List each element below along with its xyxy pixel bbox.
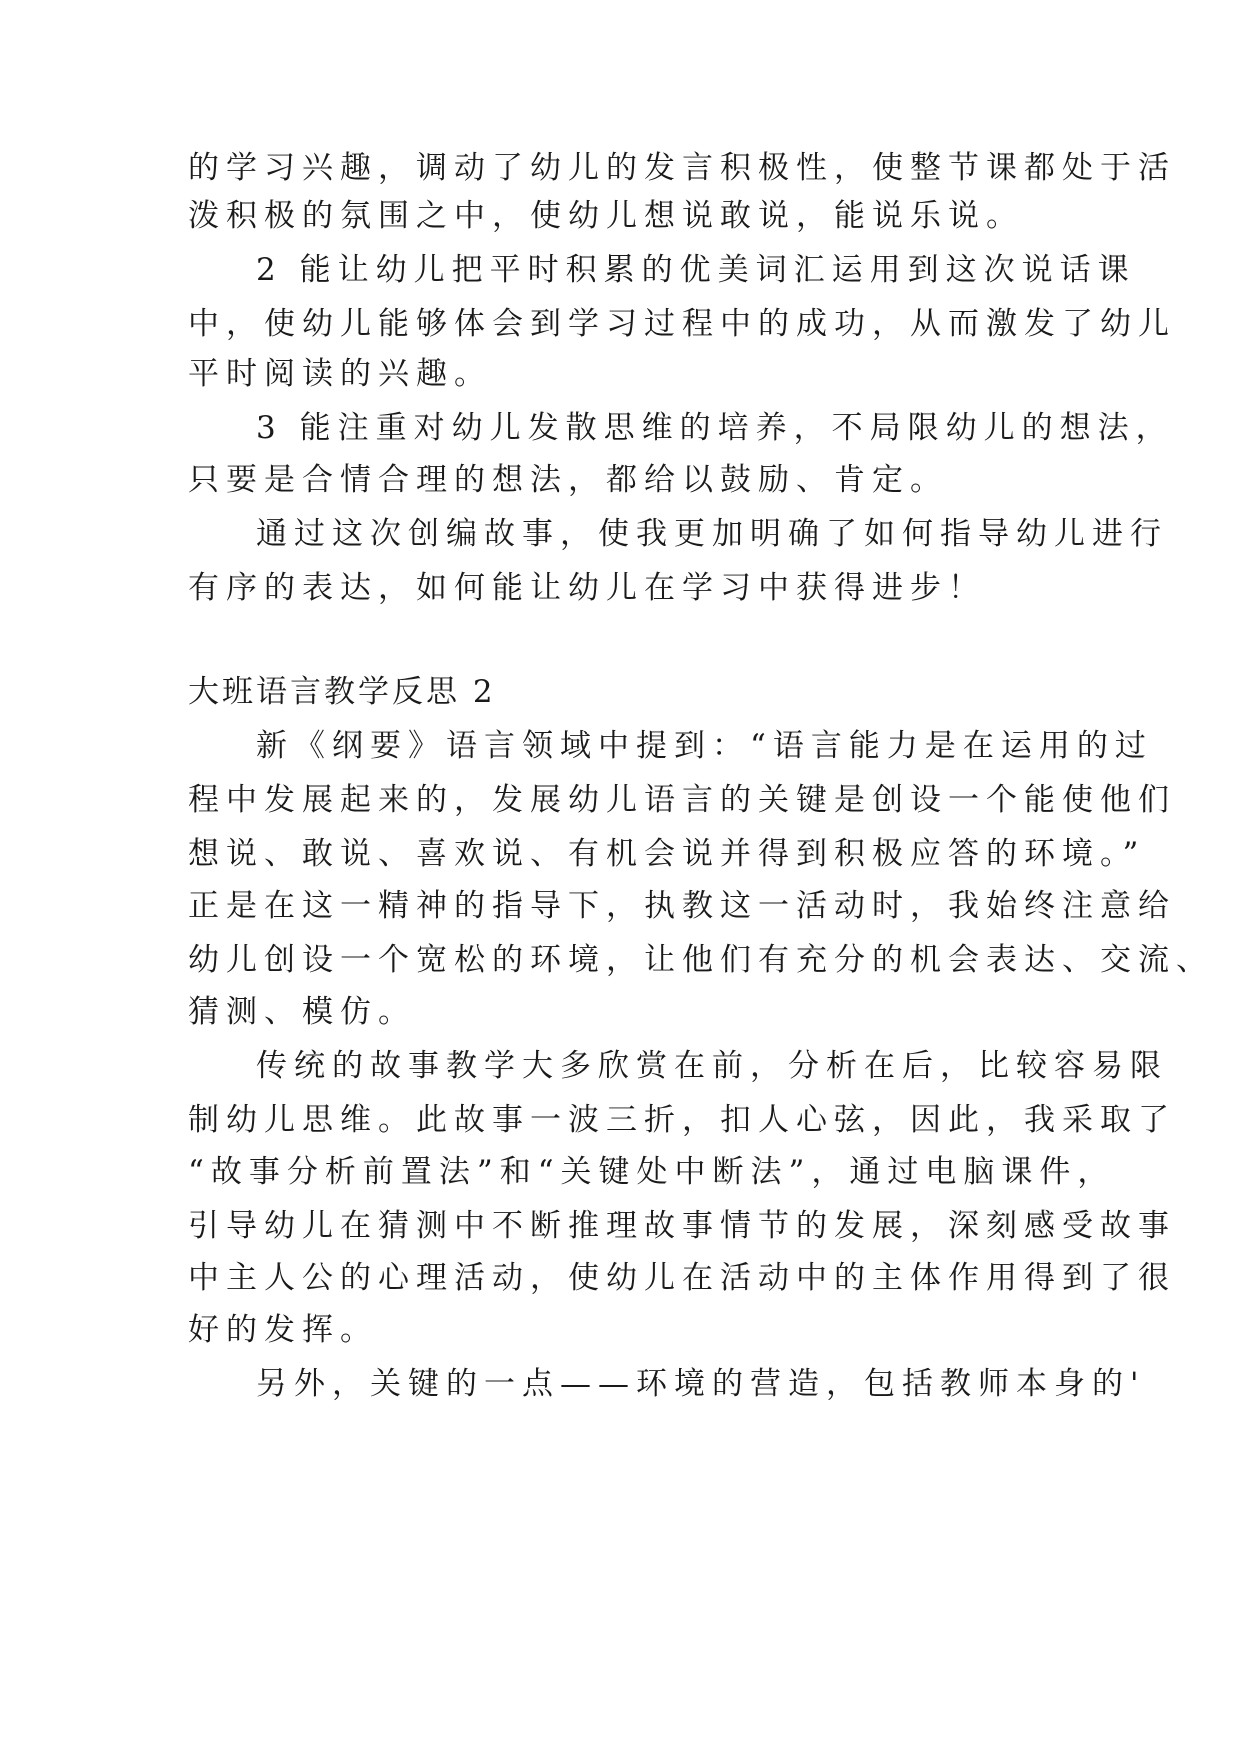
paragraph-line: 中，使幼儿能够体会到学习过程中的成功，从而激发了幼儿 bbox=[188, 306, 1176, 342]
paragraph-line: 平时阅读的兴趣。 bbox=[188, 356, 492, 392]
paragraph-line: 通过这次创编故事，使我更加明确了如何指导幼儿进行 bbox=[256, 516, 1168, 552]
paragraph-line: 3 能注重对幼儿发散思维的培养，不局限幼儿的想法， bbox=[256, 410, 1174, 446]
paragraph-line: 有序的表达，如何能让幼儿在学习中获得进步！ bbox=[188, 570, 986, 606]
paragraph-line: 猜测、模仿。 bbox=[188, 994, 416, 1030]
paragraph-line: 想说、敢说、喜欢说、有机会说并得到积极应答的环境。” bbox=[188, 836, 1146, 872]
paragraph-line: “故事分析前置法”和“关键处中断法”，通过电脑课件， bbox=[188, 1154, 1116, 1190]
paragraph-line: 制幼儿思维。此故事一波三折，扣人心弦，因此，我采取了 bbox=[188, 1102, 1176, 1138]
paragraph-line: 新《纲要》语言领域中提到：“语言能力是在运用的过 bbox=[256, 728, 1153, 764]
paragraph-line: 引导幼儿在猜测中不断推理故事情节的发展，深刻感受故事 bbox=[188, 1208, 1176, 1244]
paragraph-line: 泼积极的氛围之中，使幼儿想说敢说，能说乐说。 bbox=[188, 198, 1024, 234]
paragraph-line: 另外，关键的一点——环境的营造，包括教师本身的' bbox=[256, 1366, 1146, 1402]
paragraph-line: 幼儿创设一个宽松的环境，让他们有充分的机会表达、交流、 bbox=[188, 942, 1214, 978]
paragraph-line: 中主人公的心理活动，使幼儿在活动中的主体作用得到了很 bbox=[188, 1260, 1176, 1296]
paragraph-line: 正是在这一精神的指导下，执教这一活动时，我始终注意给 bbox=[188, 888, 1176, 924]
paragraph-line: 程中发展起来的，发展幼儿语言的关键是创设一个能使他们 bbox=[188, 782, 1176, 818]
paragraph-line: 传统的故事教学大多欣赏在前，分析在后，比较容易限 bbox=[256, 1048, 1168, 1084]
paragraph-line: 好的发挥。 bbox=[188, 1312, 378, 1348]
paragraph-line: 2 能让幼儿把平时积累的优美词汇运用到这次说话课 bbox=[256, 252, 1136, 288]
paragraph-line: 只要是合情合理的想法，都给以鼓励、肯定。 bbox=[188, 462, 948, 498]
paragraph-line: 的学习兴趣，调动了幼儿的发言积极性，使整节课都处于活 bbox=[188, 150, 1176, 186]
section-heading: 大班语言教学反思 2 bbox=[188, 674, 496, 710]
